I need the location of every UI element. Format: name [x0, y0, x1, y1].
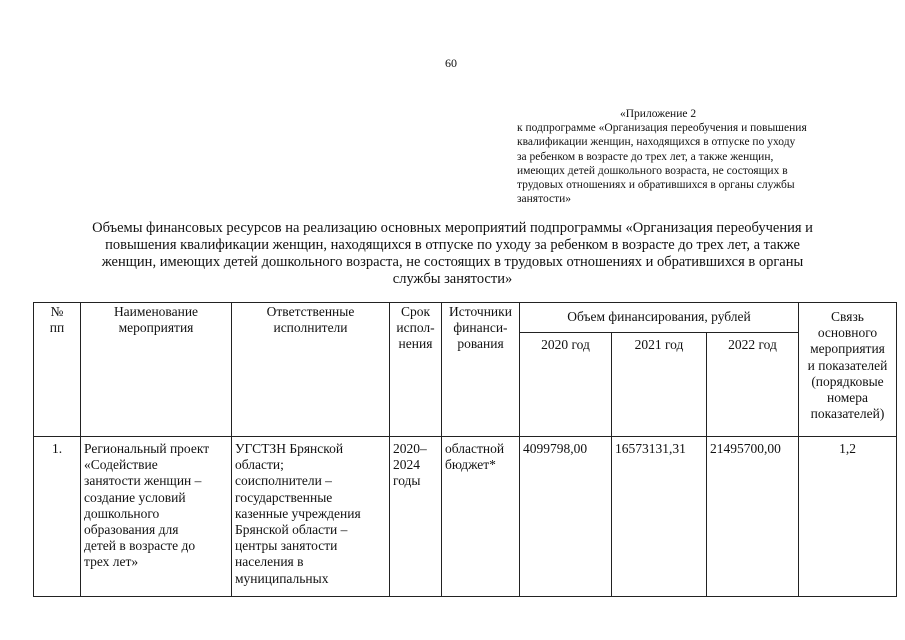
header-num — [34, 303, 81, 437]
cell-text: государственные — [235, 489, 333, 505]
row-sources — [442, 437, 520, 597]
cell-text: «Содействие — [84, 457, 158, 473]
header-text: рования — [457, 336, 504, 352]
cell-text: создание условий — [84, 489, 186, 505]
cell-text: занятости женщин – — [84, 473, 202, 489]
row-funding-2022: 21495700,00 — [707, 437, 799, 597]
appendix-title: «Приложение 2 — [620, 108, 697, 120]
appendix-line: трудовых отношениях и обратившихся в органы службы — [517, 179, 795, 192]
cell-text: соисполнители – — [235, 473, 332, 489]
header-executors — [232, 303, 390, 437]
appendix-line: занятости» — [517, 193, 572, 206]
header-text: нения — [398, 336, 433, 352]
document-title — [60, 220, 845, 288]
header-text: мероприятия — [810, 341, 885, 357]
header-text: пп — [49, 320, 65, 336]
title-line: службы занятости» — [392, 271, 513, 287]
header-text: и показателей — [807, 357, 888, 373]
header-text: мероприятия — [118, 320, 194, 336]
appendix-line: за ребенком в возрасте до трех лет, а также женщин, — [517, 150, 774, 163]
header-text: основного — [817, 325, 878, 341]
row-term — [390, 437, 442, 597]
row-num: 1. — [34, 437, 81, 597]
row-name — [81, 437, 232, 597]
header-text: Ответственные — [266, 304, 355, 319]
funding-table — [33, 302, 897, 597]
cell-text: годы — [393, 473, 421, 489]
header-text: (порядковые — [811, 373, 884, 389]
cell-text: Региональный проект — [84, 441, 210, 456]
header-text: показателей) — [810, 406, 885, 422]
header-sources — [442, 303, 520, 437]
header-text: Срок — [400, 304, 431, 319]
cell-text: области; — [235, 457, 284, 473]
appendix-line: квалификации женщин, находящихся в отпуске по уходу — [517, 136, 796, 149]
header-name — [81, 303, 232, 437]
cell-text: казенные учреждения — [235, 505, 361, 521]
header-text: финанси- — [453, 320, 508, 336]
cell-text: 2020– — [393, 441, 427, 456]
header-row — [34, 303, 897, 333]
appendix-note — [517, 107, 862, 206]
appendix-line: имеющих детей дошкольного возраста, не состоящих в — [517, 164, 788, 177]
header-year-2022: 2022 год — [707, 333, 799, 437]
header-term — [390, 303, 442, 437]
header-text: исполнители — [273, 320, 348, 336]
row-executors — [232, 437, 390, 597]
header-year-2020: 2020 год — [520, 333, 612, 437]
cell-text: центры занятости — [235, 538, 338, 554]
title-line: женщин, имеющих детей дошкольного возраста, не состоящих в трудовых отношениях и обратившихся в органы — [101, 254, 804, 270]
title-line: Объемы финансовых ресурсов на реализацию основных мероприятий подпрограммы «Организация переобучения и — [92, 220, 813, 236]
header-text: Наименование — [113, 304, 199, 319]
header-link — [799, 303, 897, 437]
cell-text: областной — [445, 441, 505, 456]
cell-text: дошкольного — [84, 505, 160, 521]
page-number: 60 — [445, 56, 457, 70]
cell-text: бюджет* — [445, 457, 496, 473]
header-text: № — [50, 304, 64, 319]
header-text: Связь — [831, 309, 864, 324]
cell-text: 2024 — [393, 457, 420, 473]
cell-text: детей в возрасте до — [84, 538, 196, 554]
title-line: повышения квалификации женщин, находящихся в отпуске по уходу за ребенком в возрасте до трех лет, а также — [105, 237, 800, 253]
appendix-line: к подпрограмме «Организация переобучения и повышения — [517, 122, 807, 135]
cell-text: УГСТЗН Брянской — [235, 441, 344, 456]
cell-text: образования для — [84, 522, 179, 538]
header-text: Источники — [449, 304, 512, 319]
header-text: номера — [827, 390, 868, 406]
header-funding: Объем финансирования, рублей — [520, 303, 799, 333]
cell-text: трех лет» — [84, 554, 139, 570]
row-indicator-link: 1,2 — [799, 437, 897, 597]
header-text: испол- — [396, 320, 435, 336]
row-funding-2020: 4099798,00 — [520, 437, 612, 597]
table-row — [34, 437, 897, 597]
cell-text: Брянской области – — [235, 522, 348, 538]
cell-text: муниципальных — [235, 570, 329, 586]
header-year-2021: 2021 год — [612, 333, 707, 437]
cell-text: населения в — [235, 554, 304, 570]
row-funding-2021: 16573131,31 — [612, 437, 707, 597]
